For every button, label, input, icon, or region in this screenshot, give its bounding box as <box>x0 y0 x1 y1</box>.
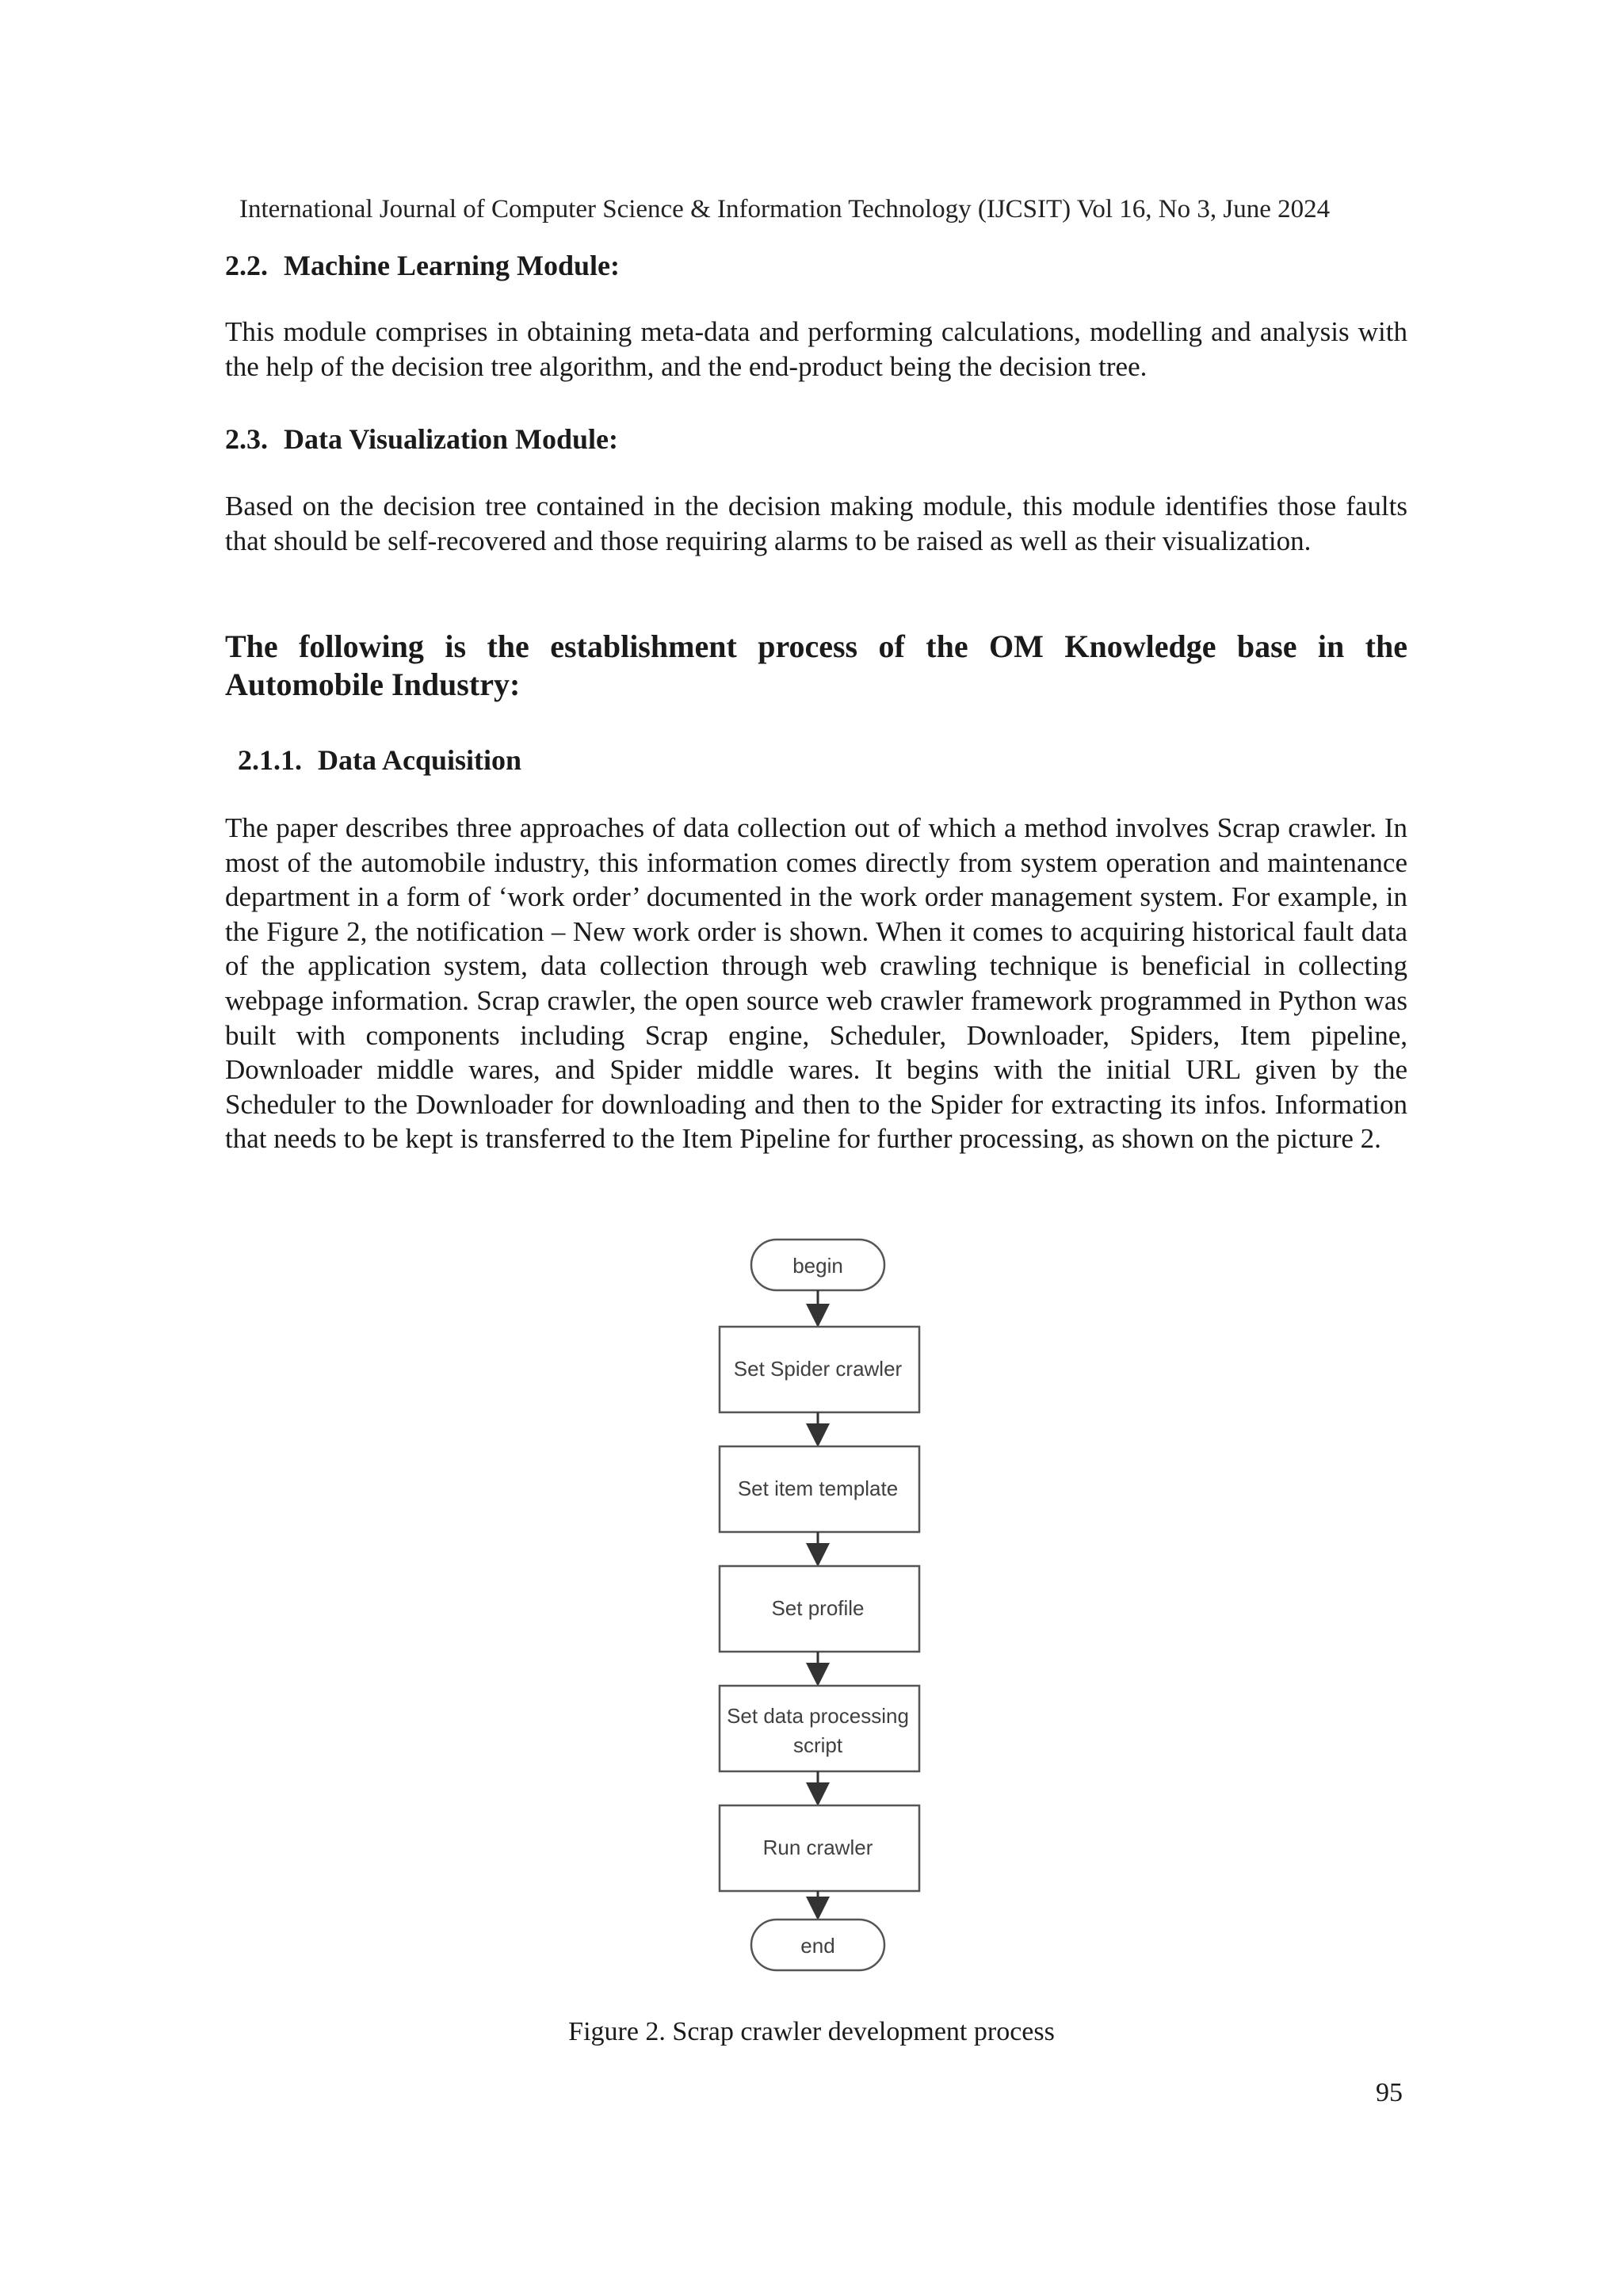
running-header: International Journal of Computer Science & Information Technology (IJCSIT) Vol 16, No 3, June 2024 <box>239 195 1331 223</box>
section-number: 2.3. <box>225 423 268 455</box>
step-label-line1: Set data processing <box>727 1704 909 1728</box>
flowchart-figure <box>713 1227 935 1992</box>
step-label: Set item template <box>737 1477 899 1500</box>
step-label: Set Spider crawler <box>733 1357 903 1381</box>
dv-module-paragraph: Based on the decision tree contained in the decision making module, this module identifies those faults that should be self-recovered and those requiring alarms to be raised as well as their visualization. <box>225 491 1407 556</box>
section-heading-ml-module <box>225 249 620 282</box>
section-heading-data-acquisition <box>238 743 521 777</box>
establishment-heading: The following is the establishment process of the OM Knowledge base in the Automobile Industry: <box>225 628 1407 702</box>
start-label: begin <box>792 1254 843 1278</box>
section-number: 2.1.1. <box>238 744 302 776</box>
page-number: 95 <box>1376 2078 1403 2107</box>
section-title: Data Visualization Module: <box>284 423 619 455</box>
figure-caption: Figure 2. Scrap crawler development process <box>568 2017 1055 2046</box>
step-label: Set profile <box>771 1596 865 1620</box>
flowchart-svg <box>713 1227 935 1988</box>
data-acquisition-paragraph: The paper describes three approaches of data collection out of which a method involves Scrap crawler. In most of the automobile industry, this information comes directly from system operation and maintenance department in a form of ‘work order’ documented in the work order management system. For example, in the Figure 2, the notification – New work order is shown. When it comes to acquiring historical fault data of the application system, data collection through web crawling technique is beneficial in collecting webpage information. Scrap crawler, the open source web crawler framework programmed in Python was built with components including Scrap engine, Scheduler, Downloader, Spiders, Item pipeline, Downloader middle wares, and Spider middle wares. It begins with the initial URL given by the Scheduler to the Downloader for downloading and then to the Spider for extracting its infos. Information that needs to be kept is transferred to the Item Pipeline for further processing, as shown on the picture 2. <box>225 812 1407 1155</box>
section-number: 2.2. <box>225 250 268 281</box>
step-label: Run crawler <box>762 1836 873 1859</box>
ml-module-paragraph: This module comprises in obtaining meta-data and performing calculations, modelling and analysis with the help of the decision tree algorithm, and the end-product being the decision tree. <box>225 316 1407 382</box>
section-heading-dv-module <box>225 422 618 456</box>
section-title: Machine Learning Module: <box>284 250 620 281</box>
end-label: end <box>800 1934 835 1958</box>
section-title: Data Acquisition <box>318 744 522 776</box>
step-set-data-processing-script <box>720 1686 919 1771</box>
step-label-line2: script <box>792 1733 843 1757</box>
